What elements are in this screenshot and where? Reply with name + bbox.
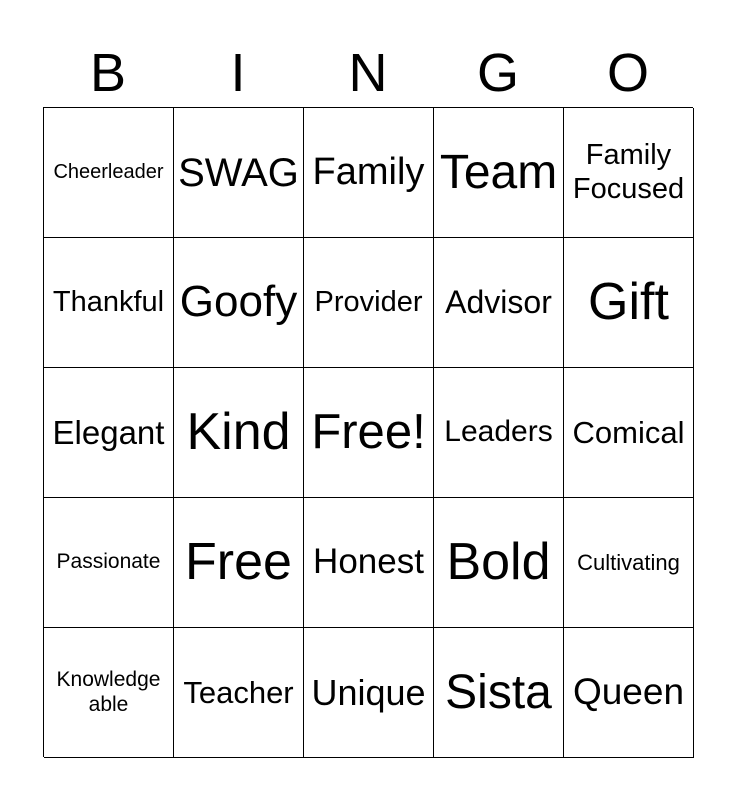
header-letter-n: N (348, 43, 388, 103)
bingo-cell[interactable] (304, 628, 434, 758)
cell-label: Kind (186, 402, 291, 461)
cell-label: Knowledge able (56, 668, 161, 716)
bingo-grid (43, 107, 693, 757)
cell-label: Goofy (179, 277, 298, 327)
cell-label: Gift (588, 272, 669, 331)
cell-label: Honest (313, 542, 424, 582)
bingo-cell[interactable] (44, 498, 174, 628)
cell-label: Queen (572, 671, 685, 713)
cell-label: Thankful (52, 285, 165, 318)
bingo-cell[interactable] (44, 368, 174, 498)
header-letter-g: G (476, 43, 519, 103)
bingo-header (43, 40, 693, 106)
bingo-cell[interactable] (434, 238, 564, 368)
bingo-cell[interactable] (304, 238, 434, 368)
header-letter-i: I (230, 43, 246, 103)
cell-label: Advisor (445, 284, 552, 321)
bingo-cell[interactable] (564, 108, 694, 238)
cell-label: Family (312, 150, 425, 193)
bingo-cell[interactable] (44, 238, 174, 368)
bingo-cell[interactable] (434, 498, 564, 628)
cell-label: Passionate (56, 550, 161, 574)
bingo-cell[interactable] (304, 108, 434, 238)
bingo-cell[interactable] (564, 498, 694, 628)
cell-label: Family Focused (572, 139, 685, 205)
bingo-cell[interactable] (564, 628, 694, 758)
bingo-cell[interactable] (564, 368, 694, 498)
cell-label: Sista (445, 665, 552, 719)
bingo-cell[interactable] (174, 498, 304, 628)
bingo-cell[interactable] (434, 628, 564, 758)
cell-label: Bold (446, 532, 551, 591)
bingo-cell[interactable] (434, 368, 564, 498)
cell-label: Elegant (52, 413, 165, 451)
header-letter-b: B (89, 43, 127, 103)
cell-label: Leaders (444, 415, 553, 449)
bingo-cell[interactable] (174, 628, 304, 758)
header-letter-o: O (606, 43, 649, 103)
bingo-cell-free[interactable] (304, 368, 434, 498)
cell-label: Cultivating (577, 549, 680, 575)
cell-label: SWAG (178, 150, 299, 195)
cell-label: Provider (314, 285, 423, 318)
bingo-cell[interactable] (304, 498, 434, 628)
bingo-cell[interactable] (174, 368, 304, 498)
bingo-cell[interactable] (174, 108, 304, 238)
cell-label: Teacher (183, 674, 294, 710)
bingo-cell[interactable] (174, 238, 304, 368)
bingo-cell[interactable] (44, 108, 174, 238)
bingo-cell[interactable] (44, 628, 174, 758)
cell-label: Free! (311, 405, 426, 460)
cell-label: Comical (572, 414, 685, 450)
cell-label: Free (185, 532, 292, 591)
cell-label: Cheerleader (53, 161, 164, 183)
cell-label: Unique (311, 671, 426, 713)
cell-label: Team (439, 145, 558, 199)
bingo-cell[interactable] (434, 108, 564, 238)
bingo-cell[interactable] (564, 238, 694, 368)
